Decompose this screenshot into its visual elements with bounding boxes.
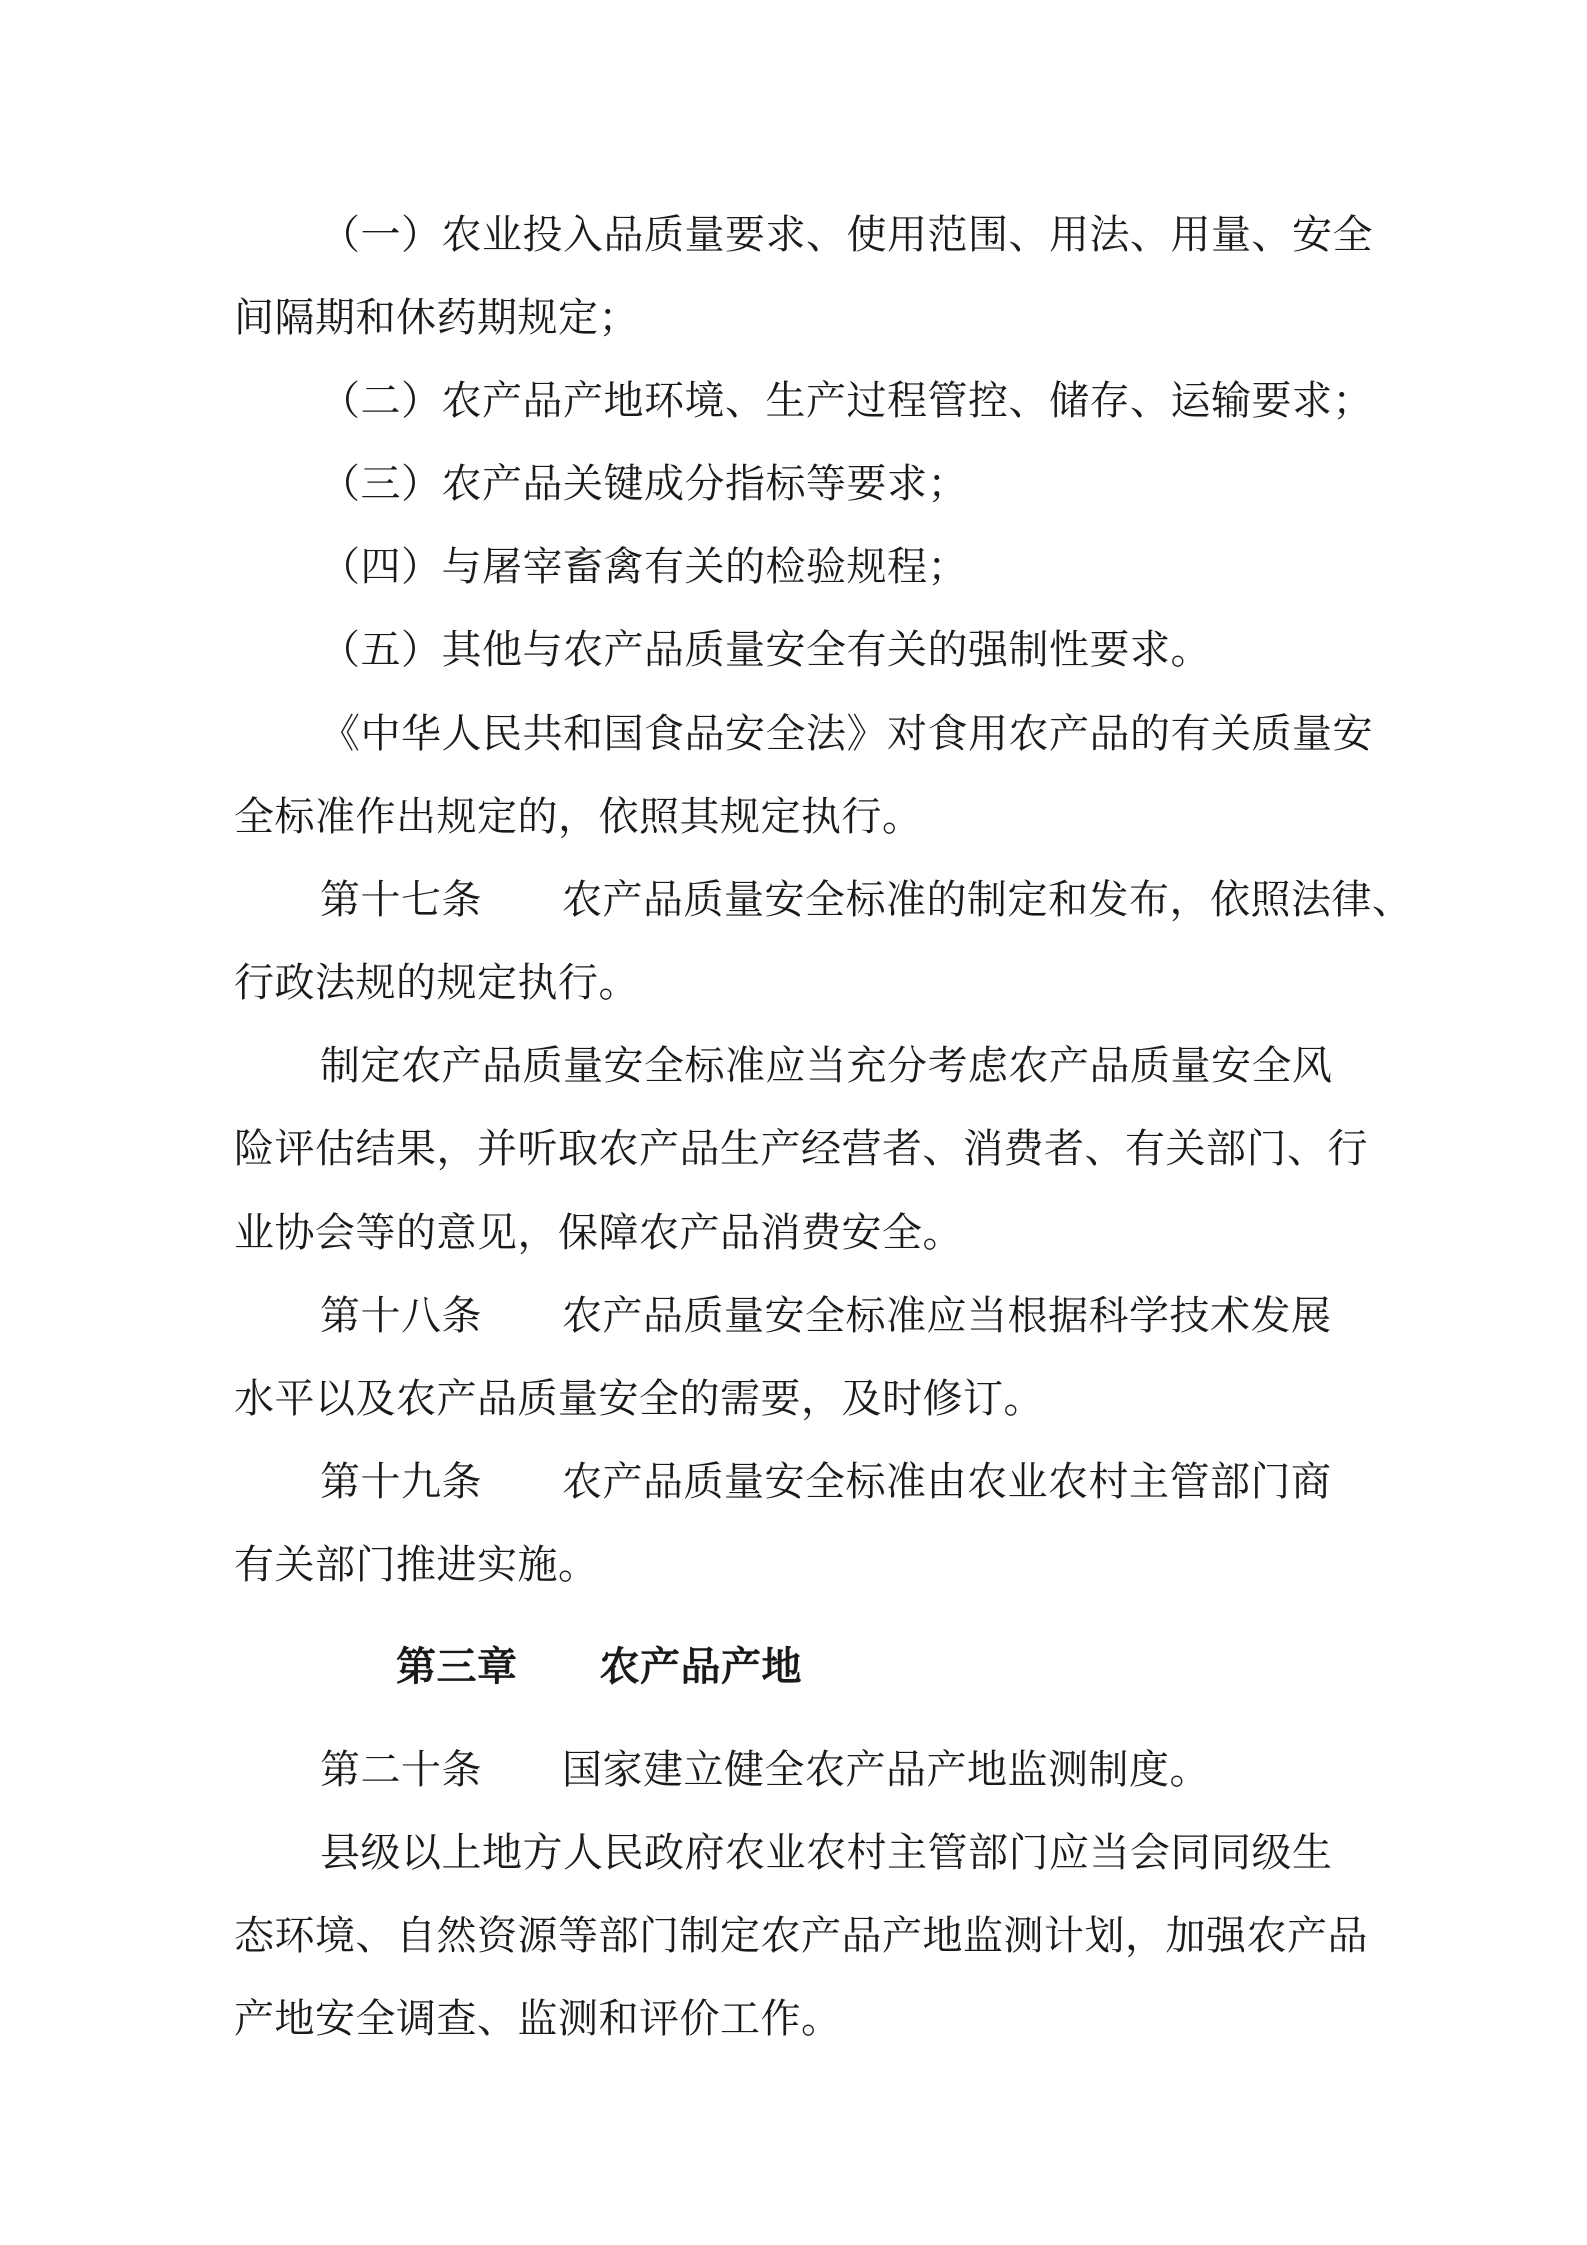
article-19-line-1 bbox=[320, 1458, 1332, 1506]
paragraph-food-safety-law-line-2: 全标准作出规定的，依照其规定执行。 bbox=[234, 794, 923, 840]
article-20-text: 国家建立健全农产品产地监测制度。 bbox=[562, 1747, 1210, 1793]
paragraph-standards-line-1: 制定农产品质量安全标准应当充分考虑农产品质量安全风 bbox=[320, 1043, 1333, 1089]
paragraph-monitoring-line-2: 态环境、自然资源等部门制定农产品产地监测计划，加强农产品 bbox=[234, 1913, 1368, 1959]
paragraph-item-5: （五）其他与农产品质量安全有关的强制性要求。 bbox=[320, 627, 1211, 673]
paragraph-monitoring-line-1: 县级以上地方人民政府农业农村主管部门应当会同同级生 bbox=[320, 1830, 1333, 1876]
article-19-label: 第十九条 bbox=[320, 1459, 482, 1505]
article-17-line-2: 行政法规的规定执行。 bbox=[234, 960, 639, 1006]
paragraph-standards-line-3: 业协会等的意见，保障农产品消费安全。 bbox=[234, 1210, 963, 1256]
article-17-text: 农产品质量安全标准的制定和发布，依照法律、 bbox=[562, 877, 1413, 923]
paragraph-item-1-line-1: （一）农业投入品质量要求、使用范围、用法、用量、安全 bbox=[320, 212, 1373, 258]
paragraph-item-2: （二）农产品产地环境、生产过程管控、储存、运输要求； bbox=[320, 378, 1373, 424]
article-18-text: 农产品质量安全标准应当根据科学技术发展 bbox=[562, 1293, 1332, 1339]
article-18-line-1 bbox=[320, 1292, 1332, 1340]
paragraph-standards-line-2: 险评估结果，并听取农产品生产经营者、消费者、有关部门、行 bbox=[234, 1126, 1368, 1172]
article-17-line-1 bbox=[320, 876, 1413, 924]
article-19-text: 农产品质量安全标准由农业农村主管部门商 bbox=[562, 1459, 1332, 1505]
chapter-3-label: 第三章 bbox=[396, 1644, 518, 1690]
article-18-line-2: 水平以及农产品质量安全的需要，及时修订。 bbox=[234, 1376, 1044, 1422]
chapter-3-title: 农产品产地 bbox=[599, 1644, 802, 1690]
article-20-label: 第二十条 bbox=[320, 1747, 482, 1793]
article-17-label: 第十七条 bbox=[320, 877, 482, 923]
paragraph-food-safety-law-line-1: 《中华人民共和国食品安全法》对食用农产品的有关质量安 bbox=[320, 711, 1373, 757]
article-18-label: 第十八条 bbox=[320, 1293, 482, 1339]
paragraph-item-1-line-2: 间隔期和休药期规定； bbox=[234, 295, 639, 341]
paragraph-item-3: （三）农产品关键成分指标等要求； bbox=[320, 461, 968, 507]
paragraph-item-4: （四）与屠宰畜禽有关的检验规程； bbox=[320, 544, 968, 590]
paragraph-monitoring-line-3: 产地安全调查、监测和评价工作。 bbox=[234, 1996, 842, 2042]
chapter-3-heading bbox=[396, 1643, 802, 1691]
article-20-line-1 bbox=[320, 1746, 1210, 1794]
article-19-line-2: 有关部门推进实施。 bbox=[234, 1542, 599, 1588]
